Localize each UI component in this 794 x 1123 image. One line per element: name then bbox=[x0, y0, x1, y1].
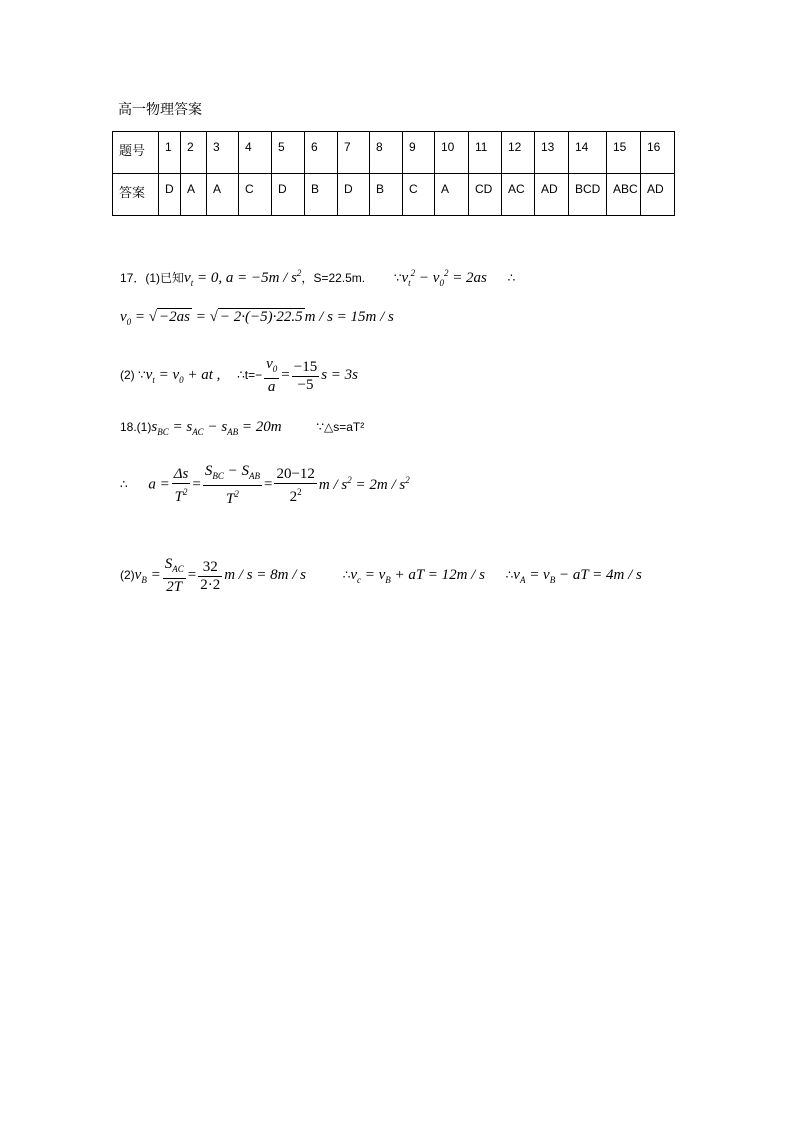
number-cell: 8 bbox=[370, 132, 403, 174]
answer-cell: A bbox=[435, 174, 469, 216]
q17-given-distance: S=22.5m. bbox=[313, 271, 366, 285]
q18-acceleration-line: ∴ a = $\frac{\Delta s}{T^2}$ = $\frac{S_{BC} - S_{AB}}{T^2}$ = $\frac{20-12}{2^2}$ $m / s^2 = 2m / s^2$ bbox=[120, 463, 410, 507]
number-cell: 1 bbox=[159, 132, 181, 174]
number-cell: 5 bbox=[272, 132, 305, 174]
answer-table bbox=[112, 131, 675, 216]
answer-cell: A bbox=[181, 174, 207, 216]
answer-cell: B bbox=[305, 174, 338, 216]
table-row-answers bbox=[113, 174, 675, 216]
number-cell: 9 bbox=[403, 132, 435, 174]
number-cell: 16 bbox=[641, 132, 675, 174]
fraction-20-12: $\frac{20-12}{2^2}$ bbox=[276, 465, 315, 505]
number-cell: 2 bbox=[181, 132, 207, 174]
answer-cell: B bbox=[370, 174, 403, 216]
number-cell: 4 bbox=[239, 132, 272, 174]
therefore-symbol: ∴ bbox=[342, 568, 351, 583]
row-header-answers: 答案 bbox=[113, 174, 159, 216]
formula-va: $v_A = v_B$ − aT = 4m / s bbox=[513, 567, 642, 586]
formula-v0: $v_0$ = √ −2as = √ − 2·(−5)·22.5 m / s = 15m / s bbox=[120, 309, 394, 327]
answer-cell: CD bbox=[469, 174, 502, 216]
answer-cell: AD bbox=[641, 174, 675, 216]
answer-cell: BCD bbox=[569, 174, 607, 216]
because-symbol: ∵ bbox=[138, 368, 146, 383]
number-cell: 10 bbox=[435, 132, 469, 174]
formula-vb-result: m / s = 8m / s bbox=[224, 567, 306, 584]
answer-cell: AD bbox=[535, 174, 569, 216]
q17-v0-line bbox=[120, 309, 394, 327]
number-cell: 6 bbox=[305, 132, 338, 174]
formula-a: a = bbox=[148, 476, 170, 493]
q17-given-line: 17．(1)已知$v_t = 0$, $a = -5m / s^2$，S=22.5m. $\because v_t^2 - v_0^2 = 2as$ ∴ bbox=[120, 268, 516, 288]
q18-delta-note: ∵△s=aT² bbox=[316, 420, 365, 434]
formula-sbc: $s_{BC} = s_{AC} - s_{AB} = 20m$ bbox=[151, 419, 282, 437]
fraction-15-5: $\frac{-15}{-5}$ bbox=[293, 358, 318, 393]
formula-velocity: $v_t = v_0$ + at , bbox=[145, 367, 221, 386]
q18-part2-line: $(2)v_B$ = $\frac{S_{AC}}{2T}$ = $\frac{32}{2\cdot 2}$ m / s = 8m / s $\therefore v_c = v_B$ + aT = 12m / s $\therefore v_A = v_B$ − aT = 4m / s bbox=[120, 556, 642, 595]
number-cell: 7 bbox=[338, 132, 370, 174]
answer-cell: D bbox=[272, 174, 305, 216]
therefore-symbol: ∴ bbox=[120, 477, 128, 492]
formula-vc: $v_c = v_B$ + aT = 12m / s bbox=[350, 567, 485, 586]
therefore-symbol: ∴ bbox=[507, 271, 516, 285]
formula-vb: $v_B$ = bbox=[134, 567, 161, 586]
table-row-numbers bbox=[113, 132, 675, 174]
fraction-delta-s: $\frac{\Delta s}{T^2}$ bbox=[173, 465, 189, 505]
q17-t-label: ∴t=− bbox=[237, 368, 263, 383]
q18-label: 18.(1) bbox=[120, 420, 152, 434]
because-symbol: ∵ bbox=[393, 271, 402, 285]
q17-label: 17．(1)已知 bbox=[120, 271, 185, 285]
fraction-sbc-sab: $\frac{S_{BC} - S_{AB}}{T^2}$ bbox=[204, 463, 260, 507]
answer-cell: ABC bbox=[607, 174, 641, 216]
page-title: 高一物理答案 bbox=[118, 102, 202, 118]
number-cell: 15 bbox=[607, 132, 641, 174]
formula-time-result: s = 3s bbox=[321, 367, 358, 384]
number-cell: 3 bbox=[207, 132, 239, 174]
q18-sbc-line bbox=[120, 419, 364, 437]
fraction-v0-a: $\frac{v_0}{a}$ bbox=[266, 356, 278, 395]
q18-part2-label: (2) bbox=[120, 568, 135, 583]
answer-cell: AC bbox=[502, 174, 535, 216]
answer-cell: C bbox=[403, 174, 435, 216]
answer-cell: A bbox=[207, 174, 239, 216]
number-cell: 13 bbox=[535, 132, 569, 174]
answer-cell: D bbox=[159, 174, 181, 216]
row-header-numbers: 题号 bbox=[113, 132, 159, 174]
fraction-sac-2t: $\frac{S_{AC}}{2T}$ bbox=[164, 556, 184, 595]
q17-part2-label: (2) bbox=[120, 368, 135, 383]
number-cell: 14 bbox=[569, 132, 607, 174]
q17-part2-line: (2) $\because v_t = v_0$ + at , ∴t=− $\frac{v_0}{a}$ = $\frac{-15}{-5}$ s = 3s bbox=[120, 356, 358, 395]
formula-given: $v_t = 0$, $a = -5m / s^2$ bbox=[184, 268, 302, 288]
formula-kinematics: $v_t^2 - v_0^2 = 2as$ bbox=[401, 268, 487, 288]
number-cell: 11 bbox=[469, 132, 502, 174]
therefore-symbol: ∴ bbox=[505, 568, 514, 583]
answer-cell: D bbox=[338, 174, 370, 216]
number-cell: 12 bbox=[502, 132, 535, 174]
answer-cell: C bbox=[239, 174, 272, 216]
fraction-32: $\frac{32}{2\cdot 2}$ bbox=[200, 558, 221, 593]
formula-a-result: $m / s^2 = 2m / s^2$ bbox=[318, 474, 410, 493]
